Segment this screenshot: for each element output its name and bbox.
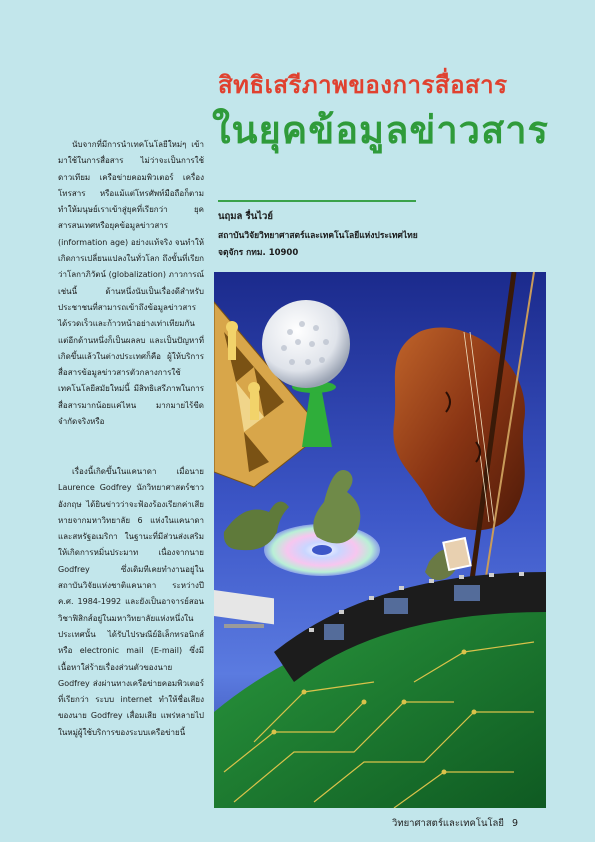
- paragraph-text: นับจากที่มีการนำเทคโนโลยีใหม่ๆ เข้ามาใช้ในการสื่อสาร ไม่ว่าจะเป็นการใช้ดาวเทียม เครือข่ายคอมพิวเตอร์ เครื่องโทรสาร หรือแม้แต่โทรศัพท์มือถือก็ตาม ทำให้มนุษย์เราเข้าสู่ยุคที่เรียกว่า ยุคสารสนเทศหรือยุคข้อมูลข่าวสาร (information age) อย่างแท้จริง จนทำให้เกิดการเปลี่ยนแปลงในทั่วโลก ถึงขั้นที่เรียกว่าโลกาภิวัตน์ (globalization) ภาวการณ์เช่นนี้ ด้านหนึ่งนับเป็นเรื่องดีสำหรับประชาชนที่สามารถเข้าถึงข้อมูลข่าวสารได้รวดเร็วและก้าวหน้าอย่างเท่าเทียมกัน แต่อีกด้านหนึ่งก็เป็นผลลบ และเป็นปัญหาที่เกิดขึ้นแล้วในต่างประเทศก็คือ ผู้ให้บริการสื่อสารข้อมูลข่าวสารตัวกลางการใช้เทคโนโลยีสมัยใหม่นี้ มีสิทธิเสรีภาพในการสื่อสารมากน้อยแค่ไหน มากมายไร้ขีดจำกัดจริงหรือ: [58, 140, 204, 427]
- page-number: 9: [511, 818, 518, 829]
- article-title-line-1: สิทธิเสรีภาพของการสื่อสาร: [218, 71, 508, 99]
- illustration-collage: [214, 272, 546, 808]
- paragraph-text: เรื่องนี้เกิดขึ้นในแคนาดา เมื่อนาย Laurence Godfrey นักวิทยาศาสตร์ชาวอังกฤษ ได้ยินข่าวว่าจะฟ้องร้องเรียกค่าเสียหายจากมหาวิทยาลัย 6 แห่งในแคนาดาและสหรัฐอเมริกา ในฐานะที่มีส่วนส่งเสริมให้เกิดการหมิ่นประมาท เนื่องจากนาย Godfrey ซึ่งเดิมทีเคยทำงานอยู่ในสถาบันวิจัยแห่งชาติแคนาดา ระหว่างปี ค.ศ. 1984-1992 และยังเป็นอาจารย์สอนวิชาฟิสิกส์อยู่ในมหาวิทยาลัยแห่งหนึ่งในประเทศนั้น ได้รับไปรษณีย์อิเล็กทรอนิกส์ หรือ electronic mail (E-mail) ซึ่งมีเนื้อหาใส่ร้ายเรื่องส่วนตัวของนาย Godfrey ส่งผ่านทางเครือข่ายคอมพิวเตอร์ที่เรียกว่า ระบบ internet ทำให้ชื่อเสียงของนาย Godfrey เสื่อมเสีย แพร่หลายไปในหมู่ผู้ใช้บริการของระบบเครือข่ายนี้: [58, 467, 204, 737]
- page-footer: [392, 816, 562, 831]
- article-illustration: [214, 272, 546, 808]
- body-paragraph-1: [58, 137, 204, 430]
- author-affiliation: สถาบันวิจัยวิทยาศาสตร์และเทคโนโลยีแห่งประเทศไทย: [218, 231, 418, 241]
- author-name: นฤมล รื่นไวย์: [218, 211, 273, 222]
- body-paragraph-2: [58, 464, 204, 741]
- journal-name: วิทยาศาสตร์และเทคโนโลยี: [392, 818, 504, 829]
- photo-card: [443, 538, 470, 570]
- article-title-line-2: ในยุคข้อมูลข่าวสาร: [212, 108, 549, 152]
- author-address: จตุจักร กทม. 10900: [218, 248, 299, 258]
- title-underline: [218, 200, 416, 202]
